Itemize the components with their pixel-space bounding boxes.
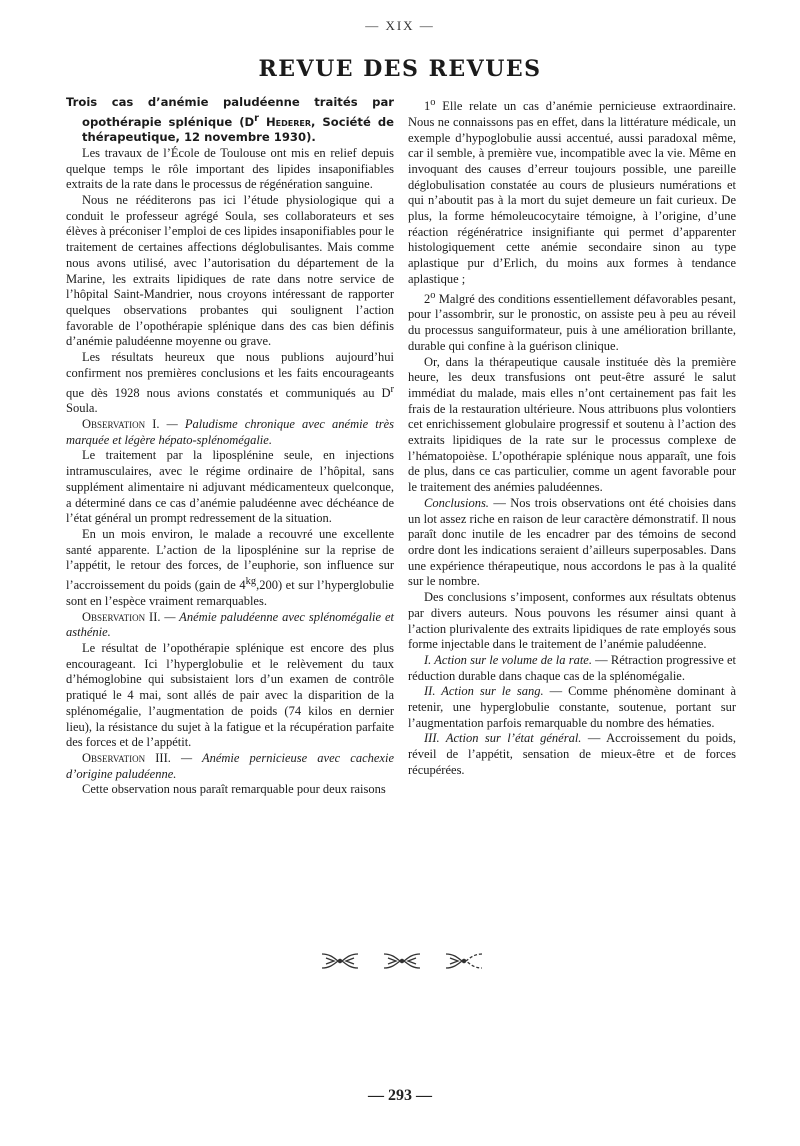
page-number: — 293 — bbox=[368, 1087, 432, 1104]
article-title: Trois cas d’anémie paludéenne traités par opothérapie splénique ($D^r$ Hederer, Société de thérapeutique, 12 novembre 1930). bbox=[66, 95, 394, 145]
ornament-motif bbox=[446, 954, 482, 968]
ornament-divider bbox=[318, 948, 488, 974]
observation-2-text: Le résultat de l’opothérapie splénique est encore des plus encourageant. Ici l’hyperglobulie et le relèvement du taux d’hémoglobine qui subsistaient lors d’un examen de contrôle pratiqué le 4 mai, sont allés de pair avec la disparition de la splénomégalie, l’augmentation de poids (74 kilos en dernier lieu), la résistance du sujet à la fatigue et la récupération parfaite des forces et de l’appétit. bbox=[66, 641, 394, 750]
observation-3-heading: Observation III. — Anémie pernicieuse avec cachexie d’origine paludéenne. bbox=[66, 751, 394, 781]
action-1-paragraph: I. Action sur le volume de la rate. — Rétraction progressive et réduction durable dans chaque cas de la splénomégalie. bbox=[408, 652, 736, 683]
paragraph: Des conclusions s’imposent, conformes aux résultats obtenus par divers auteurs. Nous pouvons les résumer ainsi quant à l’action plurivalente des extraits lipidiques de rate employés sous forme injectable dans le traitement de l’anémie paludéenne. bbox=[408, 590, 736, 652]
observation-1-text-2: En un mois environ, le malade a recouvré une excellente santé apparente. L’action de la liposplénine sur la reprise de l’appétit, le retour des forces, de l’euphorie, son influence sur l’accroissement du poids (gain de $4^{kg},200$) et sur l’hyperglobulie sont en l’espèce vraiment remarquables. bbox=[66, 527, 394, 608]
paragraph: Or, dans la thérapeutique causale instituée dès la première heure, les deux transfusions ont peut-être assuré le salut immédiat du malade, mais elles n’ont certainement pas fait les frais de la restauration ultérieure. Nous attribuons plus volontiers cet enrichissement globulaire progressif et soutenu à l’action des extraits lipidiques de la rate sur le processus complexe de l’hématopoièse. L’opothérapie splénique nous apparaît, une fois de plus, dans ce cas particulier, comme un agent favorable pour le traitement des anémies paludéennes. bbox=[408, 354, 736, 495]
observation-3-text: Cette observation nous paraît remarquable pour deux raisons bbox=[82, 782, 386, 797]
ornament-motif bbox=[384, 954, 420, 968]
action-3-paragraph: III. Action sur l’état général. — Accroissement du poids, réveil de l’appétit, sensation de mieux-être et de forces récupérées. bbox=[408, 731, 736, 777]
observation-2-heading: Observation II. — Anémie paludéenne avec splénomégalie et asthénie. bbox=[66, 609, 394, 640]
observation-1-heading: Observation I. — Paludisme chronique avec anémie très marquée et légère hépato-splénomégalie. bbox=[66, 417, 394, 447]
conclusions-paragraph: Conclusions. — Nos trois observations ont été choisies dans un lot assez riche en raison de leur caractère démonstratif. Il nous paraît donc inutile de les encadrer par des témoins de second ordre dont les indications seraient d’ailleurs superposables. Dans une expérience thérapeutique, nous accordons le pas à la qualité sur le nombre. bbox=[408, 495, 736, 589]
observation-1-text: Le traitement par la liposplénine seule, en injections intramusculaires, avec le régime ordinaire de l’hôpital, sans supplément alimentaire ni adjuvant médicamenteux quelconque, a déterminé dans ce cas d’anémie paludéenne avec déchéance de l’état général un prompt redressement de la situation. bbox=[66, 448, 394, 526]
results-paragraph: Les résultats heureux que nous publions aujourd’hui confirment nos premières conclusions et les faits encourageants que dès 1928 nous avions constatés et communiqués au $D^r$ Soula. bbox=[66, 350, 394, 416]
action-2-paragraph: II. Action sur le sang. — Comme phénomène dominant à retenir, une hyperglobulie constante, soutenue, portant sur l’augmentation parfois remarquable du nombre des hématies. bbox=[408, 684, 737, 730]
left-column bbox=[66, 95, 394, 798]
right-column bbox=[408, 95, 736, 779]
paragraph: Les travaux de l’École de Toulouse ont mis en relief depuis quelque temps le rôle important des lipides insaponifiables extraits de la rate dans le processus de régénération sanguine. bbox=[66, 145, 394, 192]
reason-1-paragraph: 1$^o$ Elle relate un cas d’anémie pernicieuse extraordinaire. Nous ne connaissons pas en effet, dans la littérature médicale, un exemple d’hypoglobulie aussi accentué, aussi paradoxal même, car il semble, à première vue, incompatible avec la vie. Même en invoquant des causes d’erreur toujours possible, une pareille déglobulisation constatée au cours de plusieurs numérations et qui n’aboutit pas à la mort du sujet demeure un fait curieux. De plus, la forme hémoleucocytaire témoigne, à l’origine, d’une réaction régénératrice insignifiante qui permet d’apparenter histologiquement cette anémie secondaire sinon au type aplastique pur d’Erlich, du moins aux formes à tendance aplastique ; bbox=[408, 97, 736, 286]
reason-2-paragraph: 2$^o$ Malgré des conditions essentiellement défavorables pesant, pour l’assombrir, sur le pronostic, on assiste peu à peu au réveil du processus sanguiformateur, puis à une amélioration brillante, durable qui confine à la guérison clinique. bbox=[408, 289, 736, 353]
section-title: REVUE DES REVUES bbox=[258, 56, 542, 82]
roman-page-number: — XIX — bbox=[365, 18, 435, 33]
ornament-motif bbox=[322, 954, 358, 968]
paragraph: Nous ne rééditerons pas ici l’étude physiologique qui a conduit le professeur agrégé Soula, ses collaborateurs et ses élèves à préconiser l’emploi de ces lipides insaponifiables pour le traitement de certaines affections déglobulisantes. Mais comme nous avons utilisé, avec l’autorisation du département de la Marine, les extraits lipidiques de rate dans notre service de l’hôpital Saint-Mandrier, nous croyons intéressant de rapporter quelques observations probantes qui soulignent l’action favorable de l’opothérapie splénique dans des cas bien définis d’anémie paludéenne moyenne ou grave. bbox=[66, 193, 395, 349]
